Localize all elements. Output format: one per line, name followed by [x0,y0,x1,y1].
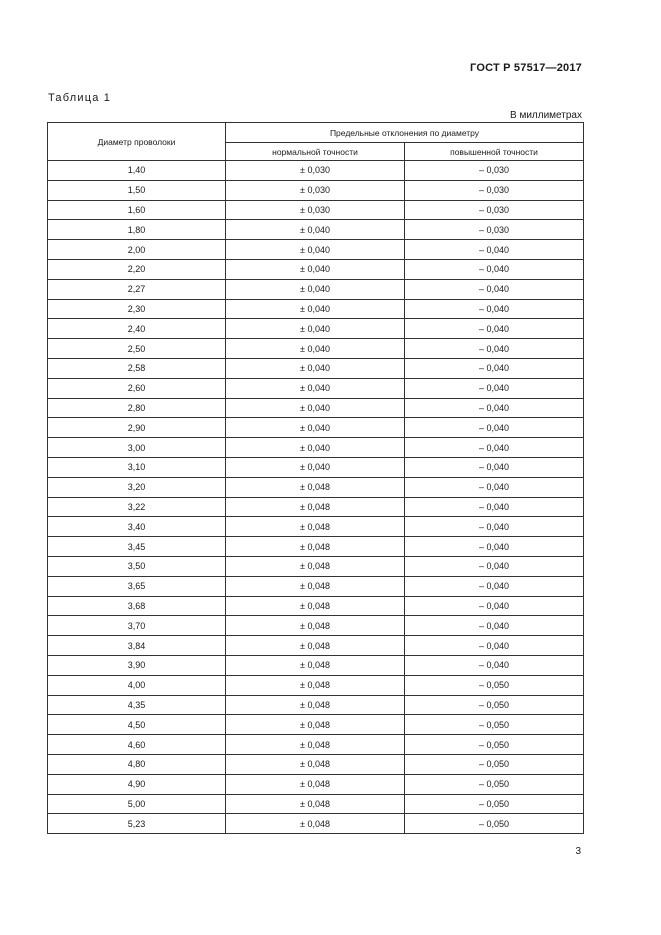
table-row [48,596,584,616]
cell-normal-tolerance: ± 0,040 [226,418,405,438]
table-row [48,576,584,596]
cell-high-tolerance: – 0,040 [405,576,584,596]
cell-normal-tolerance: ± 0,048 [226,715,405,735]
cell-normal-tolerance: ± 0,048 [226,537,405,557]
cell-diameter: 2,30 [48,299,226,319]
cell-normal-tolerance: ± 0,048 [226,754,405,774]
table-label: Таблица 1 [48,92,112,104]
table-row [48,517,584,537]
cell-high-tolerance: – 0,050 [405,695,584,715]
table-row [48,358,584,378]
cell-high-tolerance: – 0,030 [405,180,584,200]
cell-high-tolerance: – 0,040 [405,279,584,299]
cell-diameter: 3,20 [48,477,226,497]
cell-diameter: 1,40 [48,161,226,181]
cell-diameter: 3,70 [48,616,226,636]
cell-high-tolerance: – 0,040 [405,537,584,557]
table-row [48,754,584,774]
cell-normal-tolerance: ± 0,048 [226,477,405,497]
cell-normal-tolerance: ± 0,030 [226,161,405,181]
cell-normal-tolerance: ± 0,040 [226,438,405,458]
table-row [48,794,584,814]
cell-high-tolerance: – 0,030 [405,161,584,181]
cell-diameter: 5,23 [48,814,226,834]
cell-diameter: 3,40 [48,517,226,537]
cell-diameter: 1,80 [48,220,226,240]
cell-normal-tolerance: ± 0,030 [226,180,405,200]
table-row [48,339,584,359]
table-row [48,497,584,517]
table-row [48,299,584,319]
cell-high-tolerance: – 0,040 [405,259,584,279]
cell-diameter: 1,50 [48,180,226,200]
cell-diameter: 3,10 [48,457,226,477]
table-row [48,695,584,715]
cell-high-tolerance: – 0,040 [405,517,584,537]
cell-high-tolerance: – 0,050 [405,754,584,774]
cell-high-tolerance: – 0,040 [405,636,584,656]
header-diameter: Диаметр проволоки [48,123,226,161]
table-row [48,477,584,497]
table-row [48,774,584,794]
cell-diameter: 3,68 [48,596,226,616]
table-row [48,319,584,339]
cell-normal-tolerance: ± 0,048 [226,695,405,715]
cell-normal-tolerance: ± 0,048 [226,636,405,656]
table-row [48,715,584,735]
cell-diameter: 4,35 [48,695,226,715]
cell-high-tolerance: – 0,040 [405,655,584,675]
table-row [48,556,584,576]
cell-normal-tolerance: ± 0,030 [226,200,405,220]
table-row [48,616,584,636]
cell-diameter: 3,50 [48,556,226,576]
cell-high-tolerance: – 0,040 [405,457,584,477]
cell-diameter: 4,60 [48,735,226,755]
page-number: 3 [575,846,581,857]
table-row [48,735,584,755]
cell-high-tolerance: – 0,040 [405,418,584,438]
table-row [48,418,584,438]
table-row [48,814,584,834]
cell-diameter: 1,60 [48,200,226,220]
document-code: ГОСТ Р 57517—2017 [470,62,582,74]
table-row [48,220,584,240]
table-row [48,240,584,260]
table-row [48,378,584,398]
cell-high-tolerance: – 0,040 [405,556,584,576]
table-row [48,636,584,656]
table-row [48,675,584,695]
table-row [48,457,584,477]
cell-high-tolerance: – 0,040 [405,319,584,339]
cell-diameter: 3,84 [48,636,226,656]
cell-high-tolerance: – 0,040 [405,596,584,616]
cell-normal-tolerance: ± 0,048 [226,576,405,596]
cell-normal-tolerance: ± 0,040 [226,319,405,339]
cell-high-tolerance: – 0,030 [405,220,584,240]
table-body [48,161,584,834]
cell-diameter: 4,00 [48,675,226,695]
cell-diameter: 2,90 [48,418,226,438]
header-tolerance-group: Предельные отклонения по диаметру [226,123,584,143]
cell-diameter: 3,65 [48,576,226,596]
table-row [48,537,584,557]
cell-normal-tolerance: ± 0,048 [226,655,405,675]
cell-normal-tolerance: ± 0,048 [226,517,405,537]
cell-normal-tolerance: ± 0,048 [226,735,405,755]
cell-diameter: 3,00 [48,438,226,458]
cell-high-tolerance: – 0,040 [405,477,584,497]
cell-high-tolerance: – 0,040 [405,240,584,260]
cell-normal-tolerance: ± 0,040 [226,279,405,299]
cell-high-tolerance: – 0,030 [405,200,584,220]
cell-high-tolerance: – 0,050 [405,715,584,735]
cell-diameter: 4,50 [48,715,226,735]
table-row [48,161,584,181]
cell-high-tolerance: – 0,040 [405,358,584,378]
cell-diameter: 2,27 [48,279,226,299]
table-row [48,438,584,458]
cell-normal-tolerance: ± 0,048 [226,596,405,616]
cell-high-tolerance: – 0,040 [405,398,584,418]
cell-diameter: 2,20 [48,259,226,279]
units-note: В миллиметрах [510,110,582,121]
cell-high-tolerance: – 0,040 [405,339,584,359]
table-row [48,259,584,279]
cell-high-tolerance: – 0,050 [405,794,584,814]
cell-diameter: 2,58 [48,358,226,378]
cell-high-tolerance: – 0,040 [405,438,584,458]
cell-high-tolerance: – 0,040 [405,497,584,517]
cell-high-tolerance: – 0,050 [405,814,584,834]
cell-high-tolerance: – 0,050 [405,774,584,794]
cell-normal-tolerance: ± 0,040 [226,299,405,319]
cell-normal-tolerance: ± 0,040 [226,339,405,359]
table-row [48,180,584,200]
table-row [48,279,584,299]
cell-high-tolerance: – 0,050 [405,735,584,755]
cell-diameter: 3,45 [48,537,226,557]
cell-normal-tolerance: ± 0,040 [226,240,405,260]
cell-normal-tolerance: ± 0,048 [226,616,405,636]
cell-normal-tolerance: ± 0,048 [226,675,405,695]
header-normal-accuracy: нормальной точности [226,143,405,161]
cell-normal-tolerance: ± 0,040 [226,398,405,418]
cell-normal-tolerance: ± 0,048 [226,497,405,517]
cell-normal-tolerance: ± 0,040 [226,358,405,378]
cell-diameter: 3,22 [48,497,226,517]
header-high-accuracy: повышенной точности [405,143,584,161]
cell-normal-tolerance: ± 0,040 [226,378,405,398]
table-row [48,200,584,220]
table-row [48,398,584,418]
cell-diameter: 2,40 [48,319,226,339]
cell-diameter: 2,00 [48,240,226,260]
cell-normal-tolerance: ± 0,048 [226,814,405,834]
cell-diameter: 4,90 [48,774,226,794]
cell-normal-tolerance: ± 0,040 [226,220,405,240]
cell-diameter: 2,80 [48,398,226,418]
cell-diameter: 2,60 [48,378,226,398]
tolerance-table [47,122,584,834]
cell-diameter: 4,80 [48,754,226,774]
cell-diameter: 5,00 [48,794,226,814]
cell-normal-tolerance: ± 0,048 [226,774,405,794]
cell-normal-tolerance: ± 0,048 [226,556,405,576]
table-row [48,655,584,675]
cell-high-tolerance: – 0,050 [405,675,584,695]
cell-normal-tolerance: ± 0,040 [226,457,405,477]
cell-high-tolerance: – 0,040 [405,616,584,636]
cell-diameter: 2,50 [48,339,226,359]
cell-normal-tolerance: ± 0,048 [226,794,405,814]
cell-high-tolerance: – 0,040 [405,299,584,319]
cell-high-tolerance: – 0,040 [405,378,584,398]
cell-diameter: 3,90 [48,655,226,675]
cell-normal-tolerance: ± 0,040 [226,259,405,279]
